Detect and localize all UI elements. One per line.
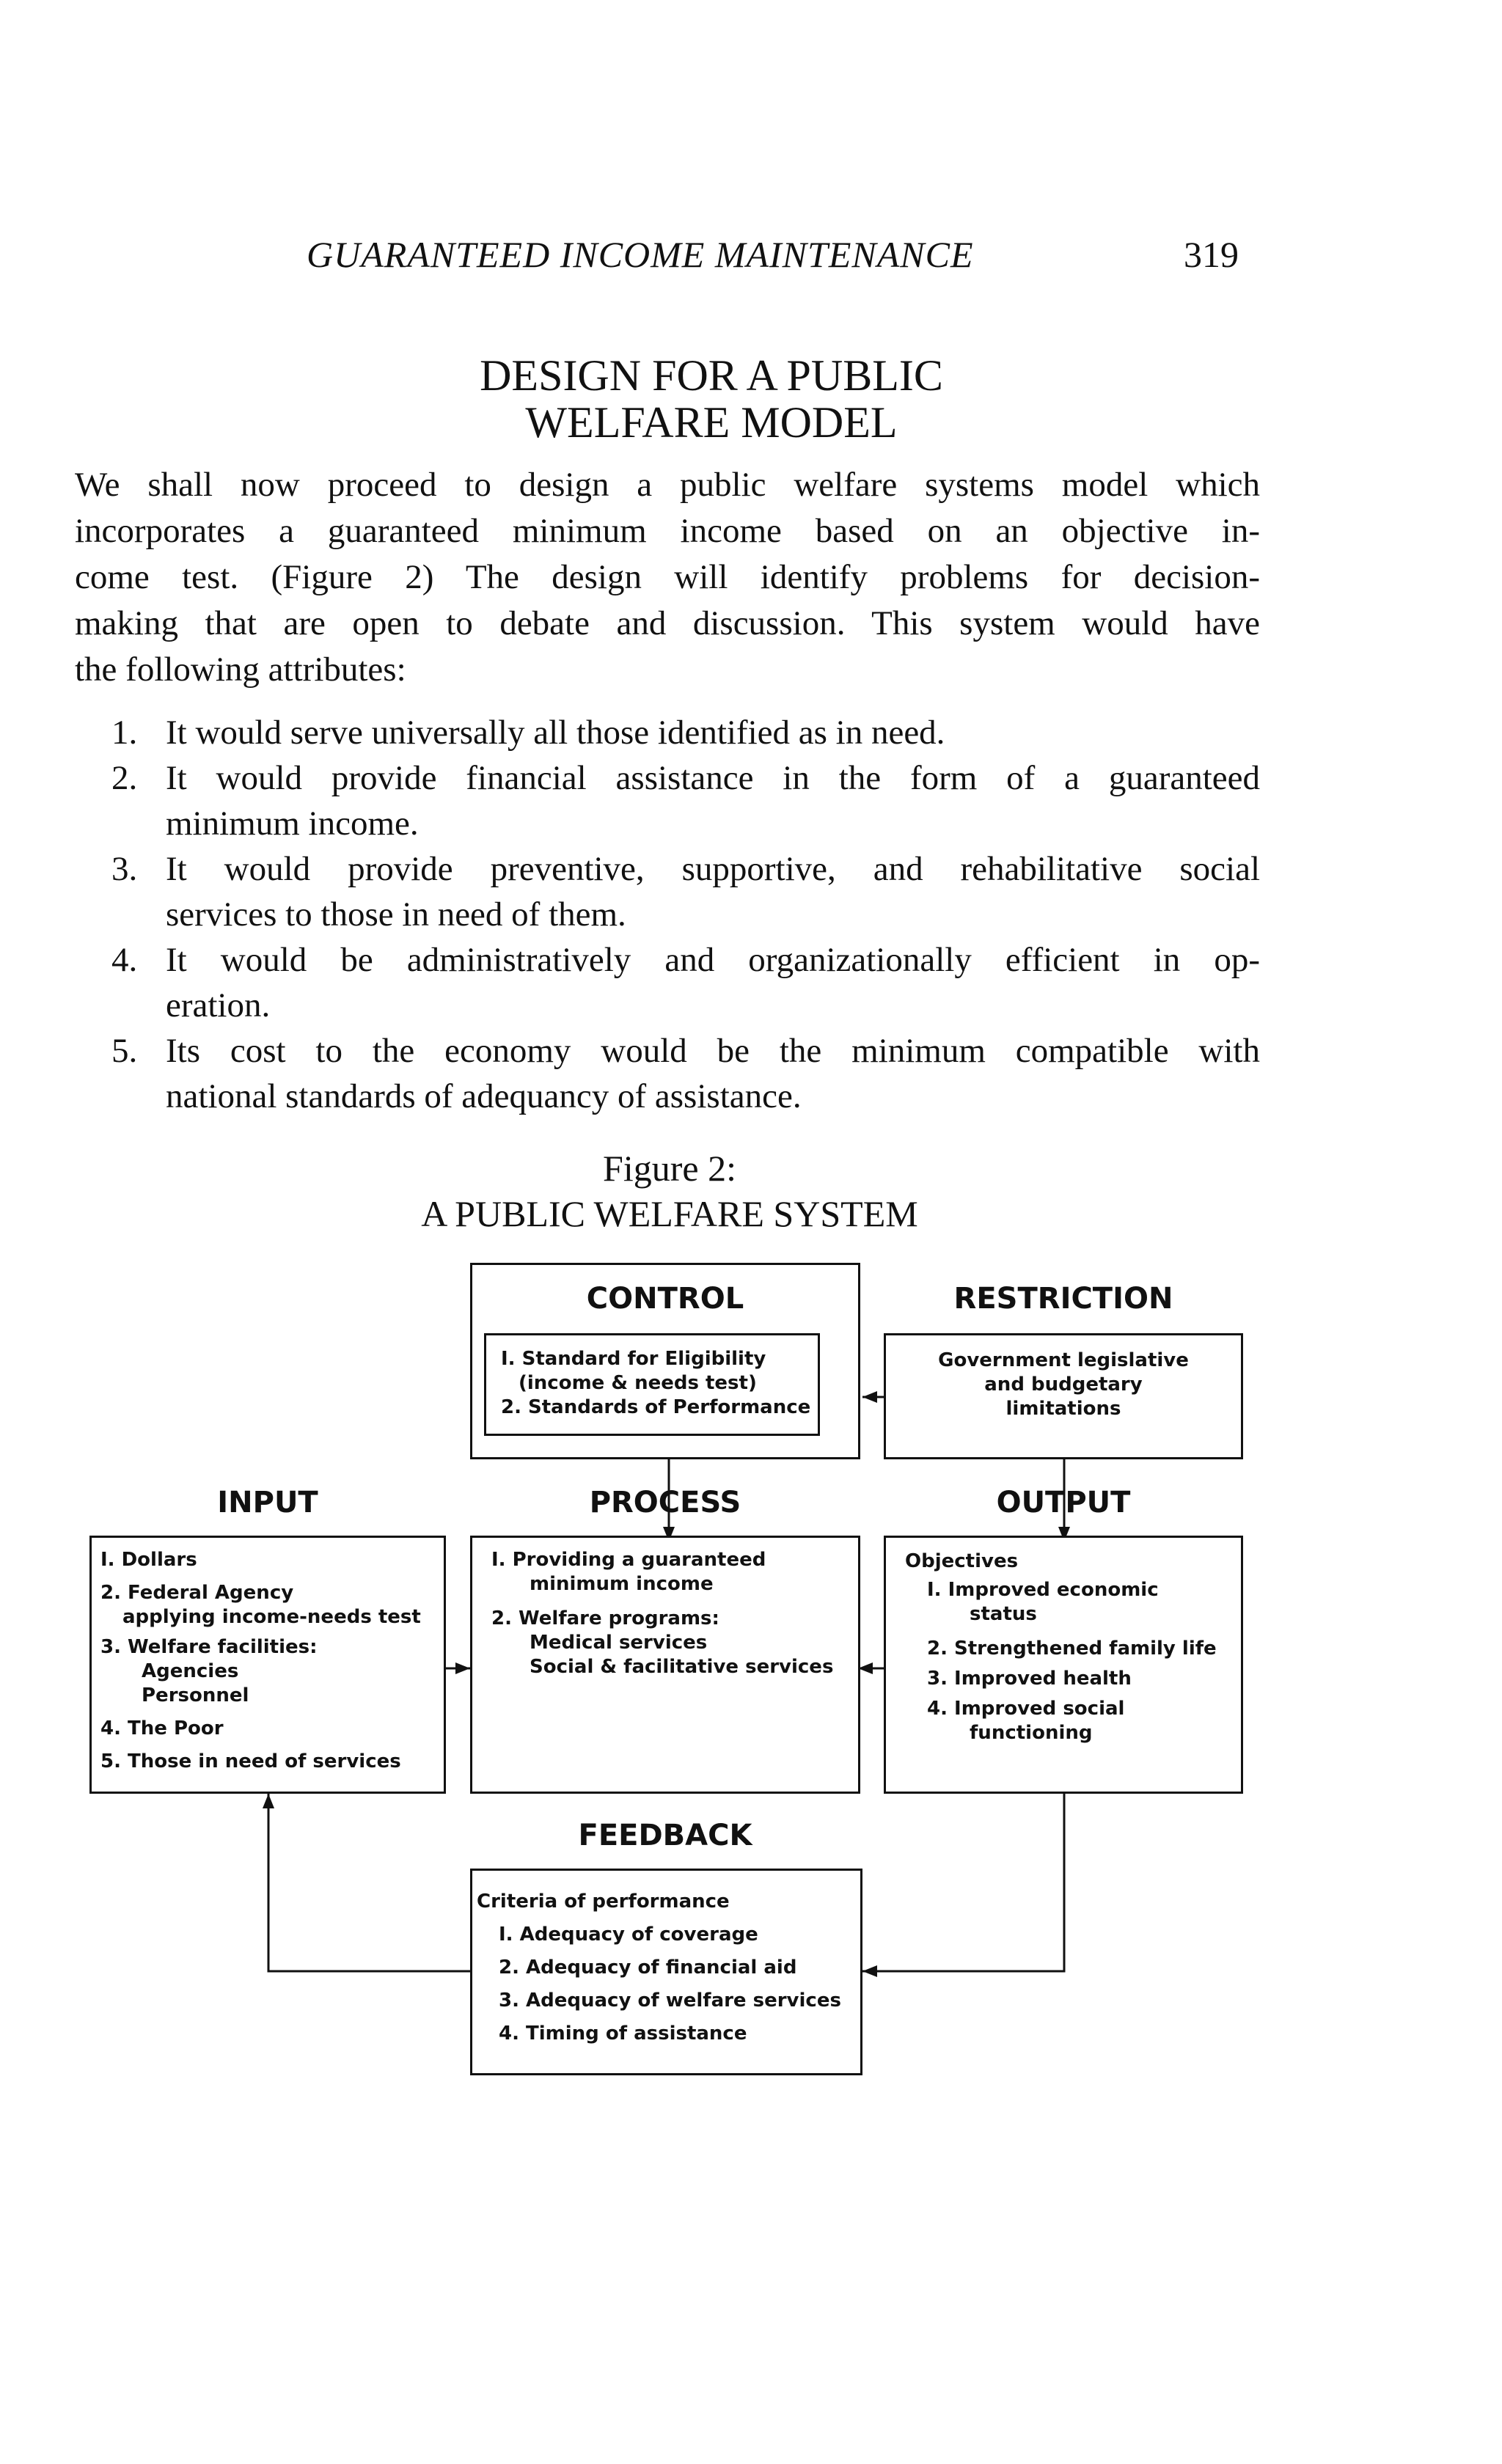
feedback-to-input-line (268, 1794, 470, 1971)
process-item: Medical services (530, 1632, 708, 1654)
list-line: It would provide preventive, supportive, and rehabilitative social (166, 850, 1260, 888)
feedback-item: 4. Timing of assistance (499, 2023, 747, 2045)
list-item (75, 846, 1260, 937)
list-text (166, 1028, 1260, 1119)
restriction-label: RESTRICTION (953, 1282, 1173, 1316)
list-item (75, 710, 1260, 755)
process-item: I. Providing a guaranteed (491, 1549, 766, 1571)
input-box (89, 1536, 446, 1794)
list-line: It would be administratively and organizationally efficient in op- (166, 941, 1260, 979)
feedback-item: Criteria of performance (477, 1891, 730, 1913)
list-line: eration. (166, 986, 271, 1024)
list-line: minimum income. (166, 804, 419, 843)
arrowhead-icon (862, 1965, 877, 1977)
output-item: functioning (970, 1722, 1093, 1744)
process-box (470, 1536, 860, 1794)
input-label: INPUT (217, 1486, 318, 1519)
section-title (0, 352, 1423, 446)
input-item: I. Dollars (100, 1549, 197, 1571)
output-item: 2. Strengthened family life (927, 1638, 1217, 1660)
page-number: 319 (1184, 234, 1239, 275)
input-item: Agencies (142, 1660, 239, 1682)
list-line: services to those in need of them. (166, 895, 626, 934)
output-item: 4. Improved social (927, 1698, 1125, 1720)
control-item: 2. Standards of Performance (501, 1396, 811, 1418)
paragraph-line: come test. (Figure 2) The design will identify problems for decision- (75, 558, 1260, 596)
arrowhead-icon (858, 1662, 873, 1674)
list-item (75, 937, 1260, 1028)
control-item: I. Standard for Eligibility (501, 1348, 766, 1370)
control-box (484, 1333, 820, 1436)
control-item: (income & needs test) (519, 1372, 757, 1394)
intro-paragraph (75, 462, 1260, 693)
control-label: CONTROL (586, 1282, 744, 1316)
paragraph-line: We shall now proceed to design a public welfare systems model which (75, 466, 1260, 504)
feedback-item: 2. Adequacy of financial aid (499, 1957, 797, 1979)
figure-caption (0, 1145, 1339, 1236)
output-item: Objectives (905, 1550, 1019, 1572)
list-text (166, 710, 1260, 755)
input-item: 4. The Poor (100, 1717, 224, 1739)
feedback-box (470, 1869, 862, 2075)
paragraph-line: the following attributes: (75, 650, 406, 689)
paragraph-line: incorporates a guaranteed minimum income based on an objective in- (75, 512, 1260, 550)
input-item: Personnel (142, 1684, 249, 1706)
output-to-feedback-line (862, 1794, 1064, 1971)
arrowhead-icon (862, 1391, 877, 1403)
list-line: It would provide financial assistance in the form of a guaranteed (166, 759, 1260, 797)
arrowhead-icon (263, 1794, 274, 1808)
input-item: 3. Welfare facilities: (100, 1636, 318, 1658)
input-item: 5. Those in need of services (100, 1750, 401, 1772)
output-label: OUTPUT (996, 1486, 1131, 1519)
list-number: 3. (111, 850, 138, 888)
attribute-list (75, 710, 1260, 1119)
input-item: applying income-needs test (122, 1606, 421, 1628)
list-text (166, 755, 1260, 846)
list-item (75, 755, 1260, 846)
process-label: PROCESS (589, 1486, 741, 1519)
list-item (75, 1028, 1260, 1119)
restriction-item: limitations (1005, 1398, 1121, 1420)
output-item: status (970, 1603, 1037, 1625)
restriction-item: Government legislative (938, 1349, 1189, 1371)
restriction-item: and budgetary (984, 1374, 1143, 1396)
input-item: 2. Federal Agency (100, 1582, 294, 1604)
output-item: 3. Improved health (927, 1668, 1132, 1690)
list-number: 1. (111, 714, 138, 752)
running-head: GUARANTEED INCOME MAINTENANCE (307, 234, 974, 275)
list-line: It would serve universally all those identified as in need. (166, 714, 945, 752)
feedback-item: I. Adequacy of coverage (499, 1924, 758, 1946)
restriction-box (884, 1333, 1243, 1459)
section-title-line: WELFARE MODEL (525, 398, 898, 447)
section-title-line: DESIGN FOR A PUBLIC (480, 351, 943, 400)
output-item: I. Improved economic (927, 1579, 1159, 1601)
list-number: 2. (111, 759, 138, 797)
process-item: Social & facilitative services (530, 1656, 834, 1678)
output-box (884, 1536, 1243, 1794)
figure-number: Figure 2: (603, 1148, 736, 1189)
arrowhead-icon (455, 1662, 470, 1674)
list-number: 5. (111, 1032, 138, 1070)
list-line: Its cost to the economy would be the minimum compatible with (166, 1032, 1260, 1070)
feedback-label: FEEDBACK (578, 1819, 752, 1852)
list-text (166, 846, 1260, 937)
process-item: minimum income (530, 1573, 714, 1595)
paragraph-line: making that are open to debate and discussion. This system would have (75, 604, 1260, 642)
figure-title: A PUBLIC WELFARE SYSTEM (421, 1193, 918, 1234)
list-text (166, 937, 1260, 1028)
list-line: national standards of adequancy of assistance. (166, 1077, 802, 1115)
feedback-item: 3. Adequacy of welfare services (499, 1990, 841, 2012)
list-number: 4. (111, 941, 138, 979)
process-item: 2. Welfare programs: (491, 1607, 719, 1629)
